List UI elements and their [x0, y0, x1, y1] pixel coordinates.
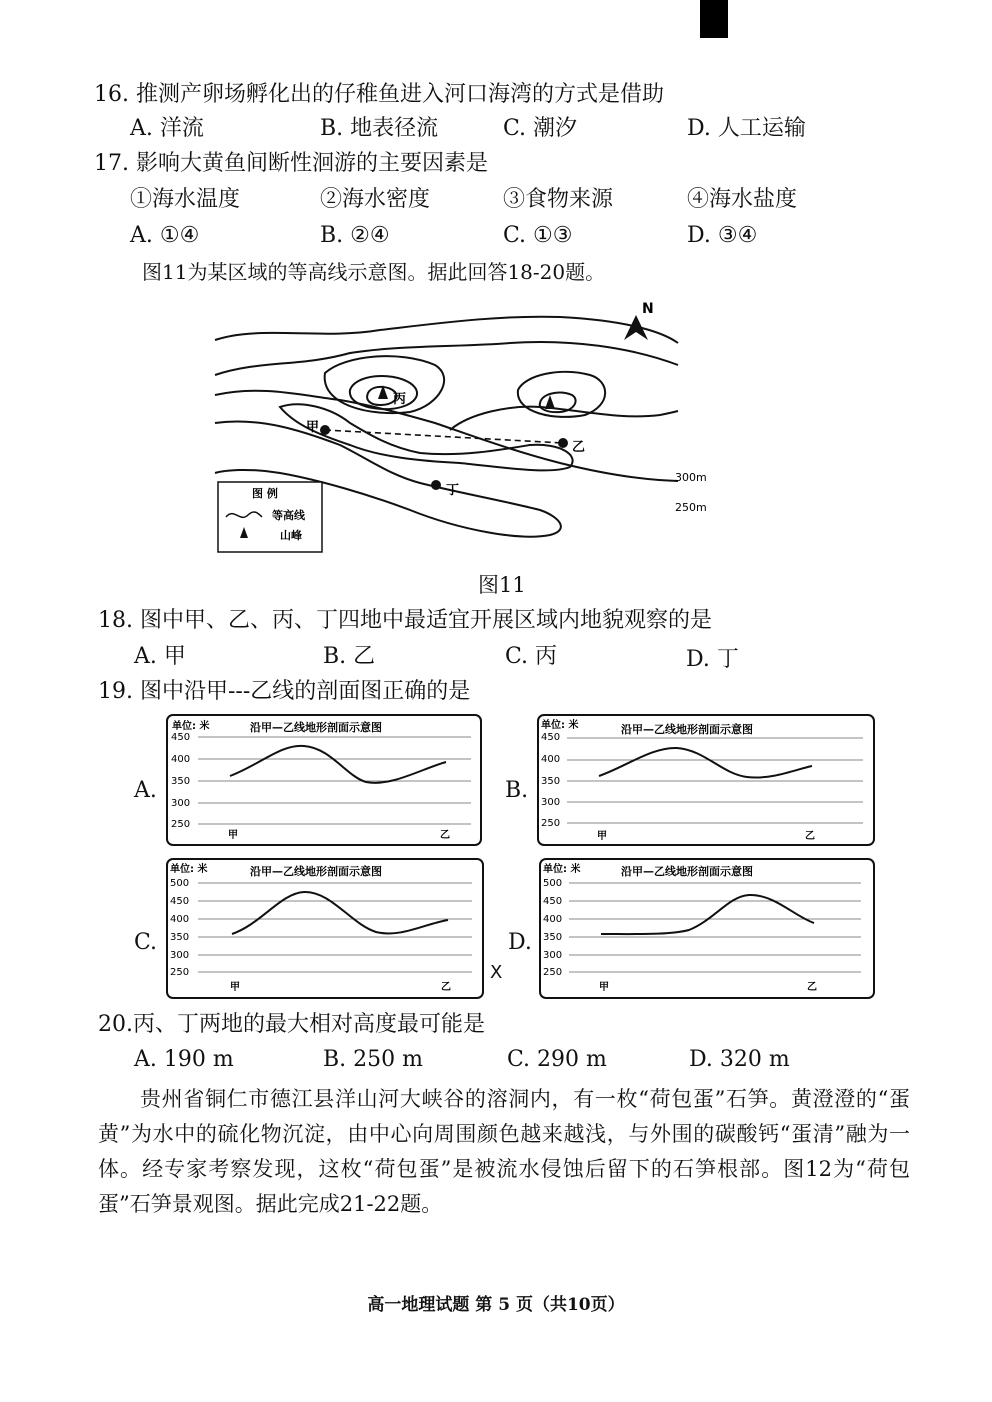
profile-d-ytick: 250 [543, 967, 563, 978]
q16-option-d: D. 人工运输 [687, 116, 806, 141]
legend-box [218, 482, 322, 552]
profile-d-title: 沿甲—乙线地形剖面示意图 [621, 865, 753, 878]
q17-option-d: D. ③④ [687, 223, 758, 248]
q20-option-d: D. 320 m [689, 1047, 790, 1072]
point-ding [431, 480, 441, 490]
contour-label-250: 250m [675, 501, 707, 514]
north-arrow-icon [624, 315, 648, 340]
profile-a-label: A. [134, 778, 157, 803]
profile-d-ytick: 400 [543, 914, 563, 925]
profile-c-ytick: 500 [170, 878, 190, 889]
profile-d-ytick: 500 [543, 878, 563, 889]
q16-option-c: C. 潮汐 [503, 116, 578, 141]
label-bing: 丙 [393, 392, 407, 407]
fig11-intro: 图11为某区域的等高线示意图。据此回答18-20题。 [142, 260, 606, 284]
q17-factor-1: ①海水温度 [130, 187, 241, 212]
profile-a-ytick: 300 [171, 798, 191, 809]
profile-a-ytick: 400 [171, 754, 191, 765]
page-footer: 高一地理试题 第 5 页（共10页） [367, 1295, 625, 1315]
q18-option-c: C. 丙 [505, 644, 558, 669]
north-label: N [642, 301, 654, 317]
point-yi [558, 438, 568, 448]
profile-a-title: 沿甲—乙线地形剖面示意图 [250, 721, 382, 734]
q20-option-b: B. 250 m [323, 1047, 423, 1072]
profile-c-chart [166, 858, 484, 999]
peak-east-icon [545, 395, 555, 409]
q18-option-a: A. 甲 [134, 644, 186, 669]
q17-option-a: A. ①④ [130, 223, 200, 248]
profile-b-ytick: 350 [541, 776, 561, 787]
profile-c-ytick: 400 [170, 914, 190, 925]
q17-option-b: B. ②④ [320, 223, 390, 248]
label-jia: 甲 [306, 420, 320, 435]
profile-d-chart [539, 858, 875, 999]
q16-stem: 16. 推测产卵场孵化出的仔稚鱼进入河口海湾的方式是借助 [94, 82, 664, 107]
profile-d-unit: 单位: 米 [543, 864, 581, 875]
profile-b-end: 乙 [805, 831, 815, 842]
label-yi: 乙 [572, 440, 586, 455]
profile-c-ytick: 250 [170, 967, 190, 978]
passage-paragraph: 贵州省铜仁市德江县洋山河大峡谷的溶洞内，有一枚“荷包蛋”石笋。黄澄澄的“蛋黄”为水中的硫化物沉淀，由中心向周围颜色越来越浅，与外围的碳酸钙“蛋清”融为一体。经专家考察发现，这枚“荷包蛋”是被流水侵蚀后留下的石笋根部。图12为“荷包蛋”石笋景观图。据此完成21-22题。 [98, 1087, 910, 1216]
profile-d-end: 乙 [807, 982, 817, 993]
legend-title: 图 例 [252, 487, 278, 500]
corner-registration-mark [700, 0, 728, 38]
profile-c-start: 甲 [230, 982, 240, 993]
q20-stem: 20.丙、丁两地的最大相对高度最可能是 [98, 1012, 485, 1037]
profile-a-ytick: 450 [171, 732, 191, 743]
profile-b-ytick: 400 [541, 754, 561, 765]
profile-c-ytick: 350 [170, 932, 190, 943]
q17-factor-4: ④海水盐度 [687, 187, 798, 212]
profile-c-unit: 单位: 米 [170, 864, 208, 875]
profile-a-ytick: 250 [171, 819, 191, 830]
profile-b-start: 甲 [597, 831, 607, 842]
profile-d-ytick: 350 [543, 932, 563, 943]
profile-d-start: 甲 [599, 982, 609, 993]
profile-b-ytick: 450 [541, 732, 561, 743]
profile-c-ytick: 300 [170, 950, 190, 961]
q17-factor-2: ②海水密度 [320, 187, 431, 212]
q17-option-c: C. ①③ [503, 223, 573, 248]
q18-option-d: D. 丁 [686, 647, 739, 672]
profile-c-ytick: 450 [170, 896, 190, 907]
profile-b-chart [537, 714, 875, 846]
contour-label-300: 300m [675, 471, 707, 484]
jia-yi-section-line [325, 430, 563, 443]
q20-option-c: C. 290 m [507, 1047, 607, 1072]
profile-b-ytick: 300 [541, 797, 561, 808]
profile-b-unit: 单位: 米 [541, 720, 579, 731]
profile-a-end: 乙 [440, 830, 450, 841]
profile-c-title: 沿甲—乙线地形剖面示意图 [250, 865, 382, 878]
q18-stem: 18. 图中甲、乙、丙、丁四地中最适宜开展区域内地貌观察的是 [98, 608, 712, 633]
profile-b-ytick: 250 [541, 818, 561, 829]
q18-option-b: B. 乙 [323, 644, 376, 669]
contour-map [200, 295, 707, 557]
q17-stem: 17. 影响大黄鱼间断性洄游的主要因素是 [94, 151, 488, 176]
legend-peak-label: 山峰 [280, 529, 302, 542]
profile-a-unit: 单位: 米 [172, 721, 210, 732]
q16-option-a: A. 洋流 [130, 116, 204, 141]
profile-a-ytick: 350 [171, 776, 191, 787]
profile-c-label: C. [134, 930, 158, 955]
fig11-caption: 图11 [478, 573, 526, 597]
profile-d-label: D. [508, 930, 532, 955]
q16-option-b: B. 地表径流 [320, 116, 439, 141]
point-jia [320, 425, 330, 435]
handwritten-x-mark: X [490, 962, 503, 983]
q20-option-a: A. 190 m [134, 1047, 234, 1072]
label-ding: 丁 [446, 483, 460, 498]
profile-c-end: 乙 [441, 982, 451, 993]
profile-d-ytick: 450 [543, 896, 563, 907]
legend-contour-label: 等高线 [272, 509, 305, 522]
profile-b-title: 沿甲—乙线地形剖面示意图 [621, 723, 753, 736]
q19-stem: 19. 图中沿甲---乙线的剖面图正确的是 [98, 679, 471, 704]
profile-a-chart [166, 714, 482, 846]
profile-d-ytick: 300 [543, 950, 563, 961]
q17-factor-3: ③食物来源 [503, 187, 614, 212]
profile-b-label: B. [505, 778, 529, 803]
profile-a-start: 甲 [228, 830, 238, 841]
